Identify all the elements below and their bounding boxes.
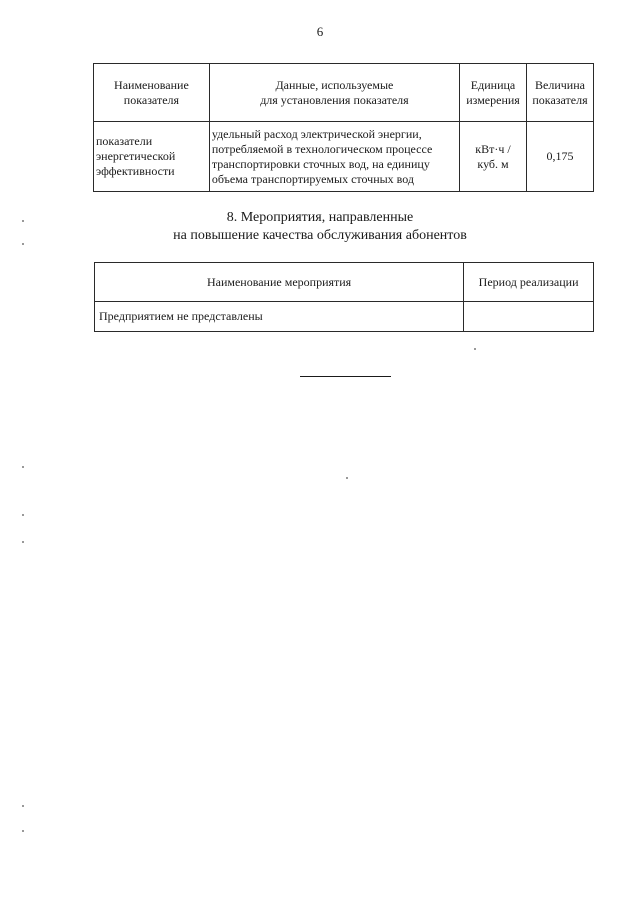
header-data-used: Данные, используемые для установления показателя [209, 64, 459, 122]
section-title: 8. Мероприятия, направленные на повышение качества обслуживания абонентов [173, 210, 467, 243]
table-row [94, 122, 594, 192]
scan-speck [22, 466, 24, 468]
header-measure-name: Наименование мероприятия [95, 263, 464, 302]
header-unit: Единица измерения [460, 64, 527, 122]
scan-speck [22, 541, 24, 543]
page-number: 6 [316, 24, 324, 39]
header-indicator-name: Наименование показателя [94, 64, 210, 122]
measures-table [94, 262, 594, 332]
indicators-header-row [94, 64, 594, 122]
scan-speck [22, 220, 24, 222]
scan-speck [474, 348, 476, 350]
cell-data: удельный расход электрической энергии, потребляемой в технологическом процессе транспортировки сточных вод, на единицу объема транспортируемых сточных вод [209, 122, 459, 192]
cell-value: 0,175 [527, 122, 594, 192]
scan-speck [22, 243, 24, 245]
cell-unit: кВт·ч / куб. м [460, 122, 527, 192]
scan-speck [22, 805, 24, 807]
header-value: Величина показателя [527, 64, 594, 122]
cell-indicator: показатели энергетической эффективности [94, 122, 210, 192]
scan-speck [22, 830, 24, 832]
header-period: Период реализации [464, 263, 594, 302]
end-rule [300, 376, 391, 377]
indicators-table [93, 63, 594, 192]
table-row [95, 302, 594, 332]
scan-speck [346, 477, 348, 479]
measures-header-row [95, 263, 594, 302]
scan-speck [22, 514, 24, 516]
cell-period [464, 302, 594, 332]
cell-measure-name: Предприятием не представлены [95, 302, 464, 332]
